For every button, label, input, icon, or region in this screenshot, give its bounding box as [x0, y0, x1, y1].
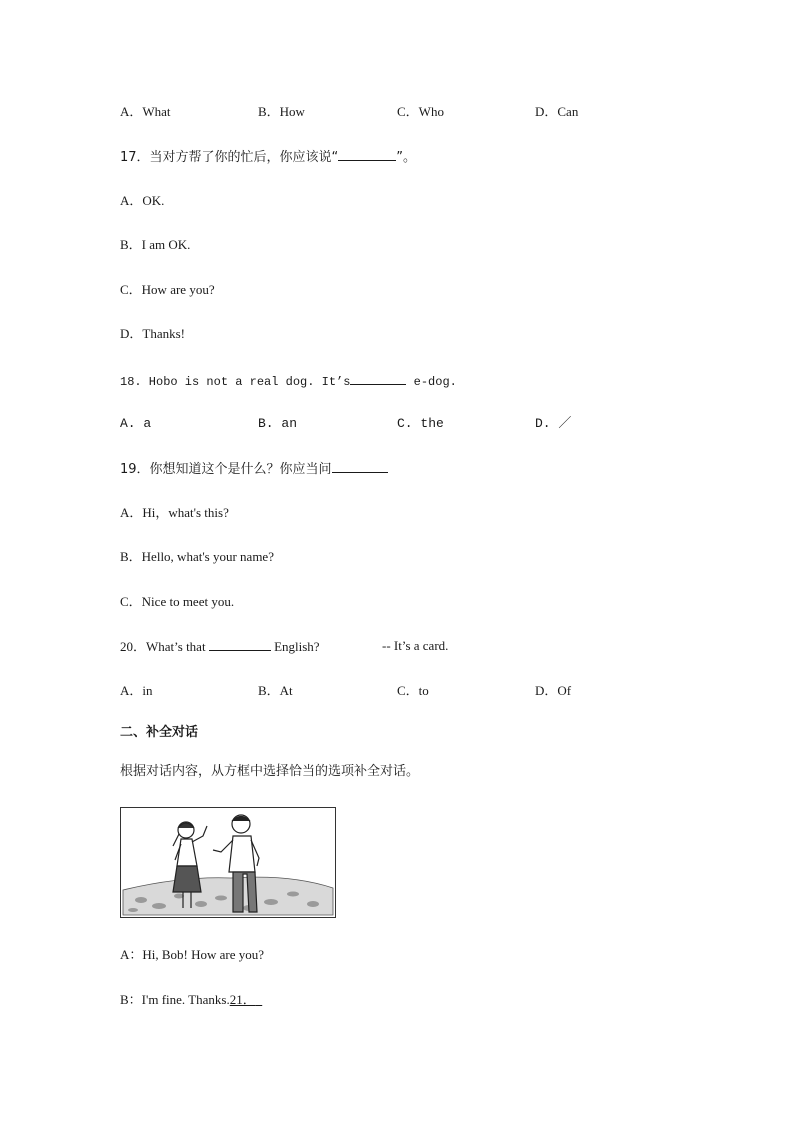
q20-blank: [209, 638, 271, 651]
q16-option-a: A．What: [120, 104, 171, 119]
q18-option-a: A. a: [120, 416, 152, 431]
dialogue-illustration: [120, 807, 336, 918]
q17-stem-before: 17．当对方帮了你的忙后，你应该说“: [120, 150, 339, 165]
q17-option-d: D．Thanks!: [120, 326, 185, 341]
q20-answer: -- It’s a card.: [382, 638, 449, 653]
q17-blank: [338, 148, 396, 161]
q18-stem: [120, 372, 457, 390]
q19-option-a: A．Hi，what's this?: [120, 505, 229, 520]
q16-option-b: B．How: [258, 104, 305, 119]
q18-blank: [350, 372, 406, 385]
q18-option-c: C. the: [397, 416, 444, 431]
two-people-talking-image: [121, 808, 335, 917]
q20-option-d: D．Of: [535, 683, 572, 698]
dialogue-line-b-text: B：I'm fine. Thanks.: [120, 992, 230, 1007]
q17-option-b: B．I am OK.: [120, 237, 191, 252]
q19-option-c: C．Nice to meet you.: [120, 594, 235, 609]
dialogue-blank-21-underline: [256, 992, 263, 1007]
q16-option-c: C．Who: [397, 104, 444, 119]
q17-stem: [120, 148, 416, 166]
q19-stem: [120, 460, 388, 478]
q19-stem-text: 19．你想知道这个是什么？你应当问: [120, 462, 332, 477]
q20-option-b: B．At: [258, 683, 293, 698]
q20-option-a: A．in: [120, 683, 153, 698]
dialogue-line-b: [120, 992, 262, 1008]
q19-option-b: B．Hello, what's your name?: [120, 549, 274, 564]
q19-blank: [332, 460, 388, 473]
q20-stem-after: English?: [270, 639, 320, 654]
q20-stem: [120, 638, 320, 655]
section-heading: 二、补全对话: [120, 725, 199, 740]
q16-option-d: D．Can: [535, 104, 579, 119]
q18-stem-after: e-dog.: [406, 375, 457, 389]
q18-stem-before: 18. Hobo is not a real dog. It’s: [120, 375, 351, 389]
dialogue-line-a: A：Hi, Bob! How are you?: [120, 947, 265, 962]
section-instruction: 根据对话内容，从方框中选择恰当的选项补全对话。: [120, 764, 420, 779]
q18-option-b: B. an: [258, 416, 298, 431]
q17-option-c: C．How are you?: [120, 282, 215, 297]
q17-stem-after: ”。: [396, 150, 417, 165]
q20-option-c: C．to: [397, 683, 429, 698]
q17-option-a: A．OK.: [120, 193, 165, 208]
q20-stem-before: 20．What’s that: [120, 639, 209, 654]
q18-option-d: D. ／: [535, 416, 572, 431]
dialogue-blank-21: 21．: [229, 992, 256, 1007]
